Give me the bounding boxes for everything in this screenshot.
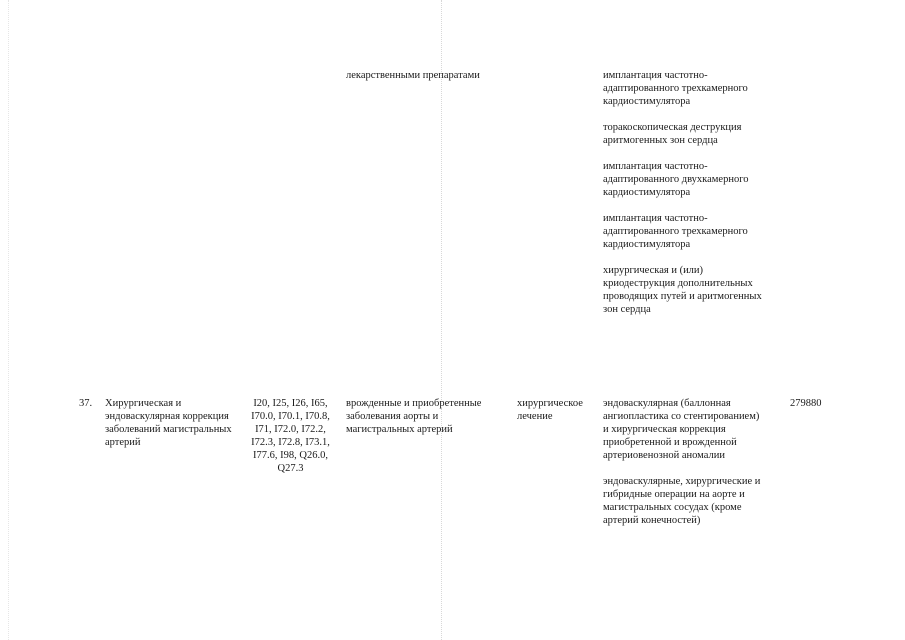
row-number: 37. bbox=[79, 398, 93, 409]
patient-model: врожденные и приобретенные заболевания аорты и магистральных артерий bbox=[346, 398, 482, 435]
method-item: имплантация частотно-адаптированного трехкамерного кардиостимулятора bbox=[603, 70, 748, 107]
row37-methods-list bbox=[603, 397, 763, 540]
continued-model-text: лекарственными препаратами bbox=[346, 70, 480, 81]
page-fold-line bbox=[441, 0, 442, 640]
method-item: эндоваскулярные, хирургические и гибридные операции на аорте и магистральных сосудах (кроме артерий конечностей) bbox=[603, 476, 761, 526]
diagnosis-codes: I20, I25, I26, I65, I70.0, I70.1, I70.8, I71, I72.0, I72.2, I72.3, I72.8, I73.1, I77.6, I98, Q26.0, Q27.3 bbox=[251, 398, 330, 474]
method-item: хирургическая и (или) криодеструкция дополнительных проводящих путей и аритмогенных зон сердца bbox=[603, 265, 762, 315]
method-item: имплантация частотно-адаптированного двухкамерного кардиостимулятора bbox=[603, 161, 749, 198]
cost-value: 279880 bbox=[790, 398, 822, 409]
scan-edge-line bbox=[8, 0, 9, 640]
method-item: эндоваскулярная (баллонная ангиопластика со стентированием) и хирургическая коррекция приобретенной и врожденной артериовенозной аномалии bbox=[603, 398, 760, 461]
method-item: имплантация частотно-адаптированного трехкамерного кардиостимулятора bbox=[603, 213, 748, 250]
method-item: торакоскопическая деструкция аритмогенных зон сердца bbox=[603, 122, 742, 146]
continued-methods-list bbox=[603, 69, 763, 329]
procedure-name: Хирургическая и эндоваскулярная коррекция заболеваний магистральных артерий bbox=[105, 398, 232, 448]
treatment-type: хирургическое лечение bbox=[517, 398, 583, 422]
